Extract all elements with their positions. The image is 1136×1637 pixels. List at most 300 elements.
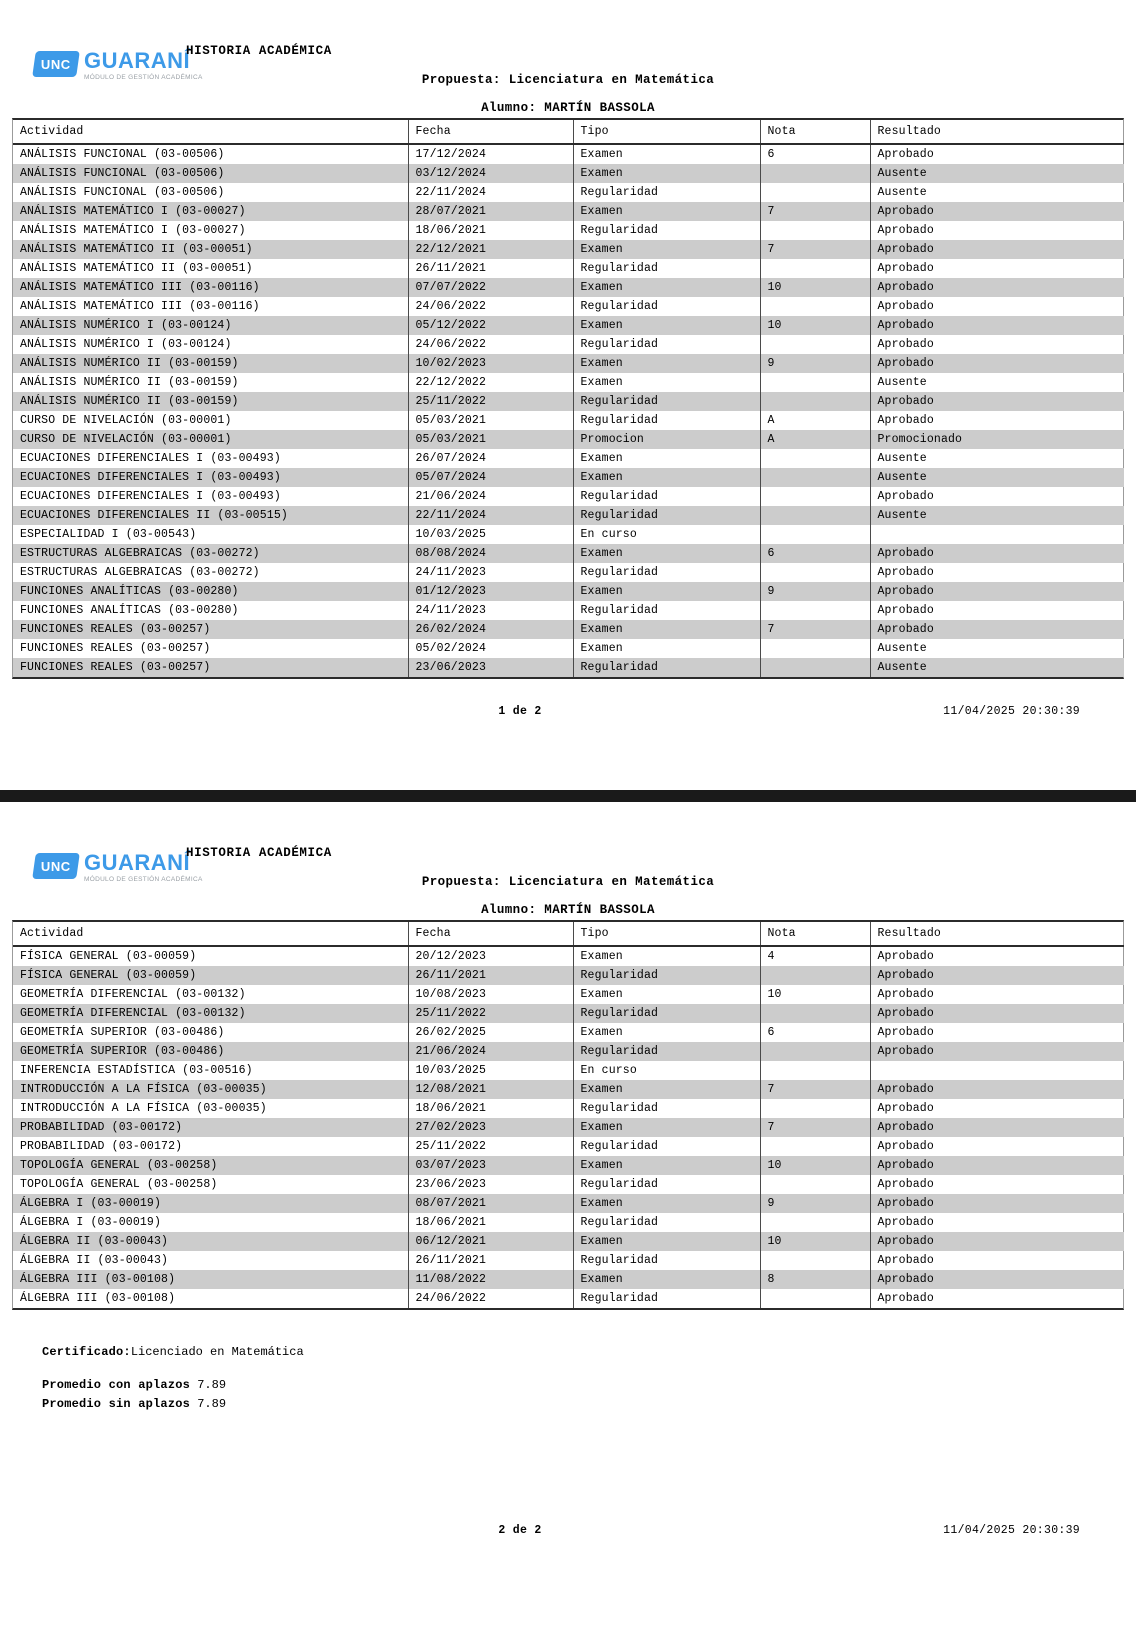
cell-resultado: Ausente <box>870 449 1124 468</box>
cell-fecha: 21/06/2024 <box>408 487 573 506</box>
cell-resultado: Aprobado <box>870 946 1124 966</box>
table-row <box>13 259 1124 278</box>
cell-nota <box>760 966 870 985</box>
cell-fecha: 17/12/2024 <box>408 144 573 164</box>
cell-actividad: CURSO DE NIVELACIÓN (03-00001) <box>20 414 232 427</box>
history-table-container-1 <box>12 118 1124 679</box>
page-number: 2 de 2 <box>498 1524 542 1537</box>
cell-resultado: Aprobado <box>870 487 1124 506</box>
cell-tipo: Regularidad <box>573 1042 760 1061</box>
table-row <box>13 411 1124 430</box>
table-row <box>13 563 1124 582</box>
cell-actividad: FUNCIONES REALES (03-00257) <box>13 658 408 677</box>
table-row <box>13 1213 1124 1232</box>
table-row <box>13 966 1124 985</box>
cell-tipo: Regularidad <box>573 221 760 240</box>
cell-actividad: CURSO DE NIVELACIÓN (03-00001) <box>13 430 408 449</box>
cell-nota <box>760 487 870 506</box>
cell-fecha: 25/11/2022 <box>408 1137 573 1156</box>
table-header-row <box>13 922 1124 946</box>
cell-fecha: 10/02/2023 <box>408 354 573 373</box>
cell-tipo: Regularidad <box>573 1099 760 1118</box>
cell-nota: A <box>760 411 870 430</box>
cell-fecha: 03/07/2023 <box>408 1156 573 1175</box>
cell-resultado: Aprobado <box>870 1099 1124 1118</box>
cell-fecha: 25/11/2022 <box>408 1004 573 1023</box>
cell-actividad: ÁLGEBRA I (03-00019) <box>20 1216 162 1229</box>
cell-fecha: 05/03/2021 <box>408 411 573 430</box>
cell-nota <box>760 506 870 525</box>
cell-tipo: Regularidad <box>573 392 760 411</box>
table-row <box>13 582 1124 601</box>
cell-fecha: 03/12/2024 <box>408 164 573 183</box>
cell-resultado: Aprobado <box>870 1137 1124 1156</box>
table-row <box>13 373 1124 392</box>
cell-nota: 9 <box>760 354 870 373</box>
cell-tipo: Regularidad <box>573 297 760 316</box>
cell-nota <box>760 1099 870 1118</box>
cell-resultado: Ausente <box>870 506 1124 525</box>
cell-fecha: 27/02/2023 <box>408 1118 573 1137</box>
cell-resultado: Aprobado <box>870 202 1124 221</box>
cell-nota <box>760 1061 870 1080</box>
cell-fecha: 21/06/2024 <box>408 1042 573 1061</box>
cell-tipo: Examen <box>573 1080 760 1099</box>
promedio-con-aplazos-row <box>42 1376 1136 1395</box>
cell-actividad: ÁLGEBRA II (03-00043) <box>20 1254 169 1267</box>
cell-fecha: 18/06/2021 <box>408 1213 573 1232</box>
table-row <box>13 946 1124 966</box>
table-row <box>13 164 1124 183</box>
cell-tipo: Examen <box>573 202 760 221</box>
history-table-container-2 <box>12 920 1124 1310</box>
cell-resultado: Aprobado <box>870 316 1124 335</box>
table-row <box>13 1061 1124 1080</box>
cell-actividad: PROBABILIDAD (03-00172) <box>20 1140 183 1153</box>
cell-resultado: Ausente <box>870 373 1124 392</box>
cell-tipo: Regularidad <box>573 601 760 620</box>
page-number: 1 de 2 <box>498 705 542 718</box>
cell-tipo: Regularidad <box>573 1175 760 1194</box>
guarani-subtitle: MÓDULO DE GESTIÓN ACADÉMICA <box>84 876 203 883</box>
table-row <box>13 1251 1124 1270</box>
cell-tipo: Examen <box>573 639 760 658</box>
cell-resultado: Ausente <box>870 164 1124 183</box>
column-header-nota: Nota <box>760 120 870 144</box>
cell-nota <box>760 525 870 544</box>
cell-resultado: Aprobado <box>870 1156 1124 1175</box>
table-row <box>13 1042 1124 1061</box>
cell-tipo: Examen <box>573 1118 760 1137</box>
cell-resultado: Aprobado <box>870 966 1124 985</box>
cell-actividad: TOPOLOGÍA GENERAL (03-00258) <box>20 1178 218 1191</box>
cell-tipo: Examen <box>573 544 760 563</box>
cell-tipo: Regularidad <box>573 183 760 202</box>
table-row <box>13 658 1124 677</box>
column-header-fecha: Fecha <box>408 120 573 144</box>
cell-nota <box>760 1042 870 1061</box>
document-page-1 <box>0 0 1136 790</box>
cell-resultado: Aprobado <box>870 144 1124 164</box>
cell-actividad: ESTRUCTURAS ALGEBRAICAS (03-00272) <box>20 566 260 579</box>
cell-fecha: 24/11/2023 <box>408 601 573 620</box>
propuesta-line: Propuesta: Licenciatura en Matemática <box>421 73 715 87</box>
cell-actividad: INFERENCIA ESTADÍSTICA (03-00516) <box>20 1064 253 1077</box>
cell-fecha: 22/11/2024 <box>408 183 573 202</box>
cell-fecha: 26/07/2024 <box>408 449 573 468</box>
cell-fecha: 24/06/2022 <box>408 1289 573 1308</box>
cell-fecha: 18/06/2021 <box>408 1099 573 1118</box>
cell-nota <box>760 658 870 677</box>
cell-nota <box>760 297 870 316</box>
table-row <box>13 183 1124 202</box>
table-row <box>13 601 1124 620</box>
cell-actividad: ANÁLISIS NUMÉRICO II (03-00159) <box>13 354 408 373</box>
guarani-wordmark: GUARANÍ <box>84 850 191 875</box>
cell-actividad: ESPECIALIDAD I (03-00543) <box>20 528 197 541</box>
cell-fecha: 08/08/2024 <box>408 544 573 563</box>
cell-nota: 9 <box>760 582 870 601</box>
cell-tipo: Examen <box>573 278 760 297</box>
table-row <box>13 144 1124 164</box>
cell-resultado: Aprobado <box>870 1004 1124 1023</box>
cell-actividad: ÁLGEBRA II (03-00043) <box>13 1232 408 1251</box>
cell-tipo: Examen <box>573 316 760 335</box>
cell-nota <box>760 1137 870 1156</box>
column-header-resultado: Resultado <box>870 922 1124 946</box>
cell-actividad: FÍSICA GENERAL (03-00059) <box>20 950 197 963</box>
cell-fecha: 05/03/2021 <box>408 430 573 449</box>
table-row <box>13 1137 1124 1156</box>
cell-fecha: 20/12/2023 <box>408 946 573 966</box>
cell-nota: 7 <box>760 1080 870 1099</box>
cell-tipo: Regularidad <box>573 563 760 582</box>
cell-actividad: ANÁLISIS MATEMÁTICO I (03-00027) <box>20 224 246 237</box>
cell-resultado: Aprobado <box>870 985 1124 1004</box>
promedio-sin-aplazos-label: Promedio sin aplazos <box>42 1397 191 1411</box>
cell-tipo: Examen <box>573 240 760 259</box>
cell-resultado: Aprobado <box>870 1270 1124 1289</box>
table-row <box>13 1099 1124 1118</box>
promedio-con-aplazos-value: 7.89 <box>197 1378 227 1392</box>
cell-nota <box>760 468 870 487</box>
table-row <box>13 335 1124 354</box>
cell-nota: 7 <box>760 620 870 639</box>
cell-fecha: 05/12/2022 <box>408 316 573 335</box>
cell-resultado: Aprobado <box>870 259 1124 278</box>
cell-fecha: 23/06/2023 <box>408 1175 573 1194</box>
table-row <box>13 240 1124 259</box>
cell-tipo: Examen <box>573 1156 760 1175</box>
page-break-separator <box>0 790 1136 802</box>
cell-actividad: ANÁLISIS FUNCIONAL (03-00506) <box>20 148 225 161</box>
cell-actividad: ANÁLISIS NUMÉRICO I (03-00124) <box>13 316 408 335</box>
cell-resultado: Ausente <box>870 639 1124 658</box>
cell-actividad: ECUACIONES DIFERENCIALES I (03-00493) <box>20 490 281 503</box>
cell-actividad: GEOMETRÍA DIFERENCIAL (03-00132) <box>13 1004 408 1023</box>
cell-resultado: Aprobado <box>870 563 1124 582</box>
cell-tipo: Examen <box>573 946 760 966</box>
page-footer-1 <box>0 705 1136 725</box>
page-header-2 <box>0 802 1136 920</box>
cell-resultado: Aprobado <box>870 1080 1124 1099</box>
cell-fecha: 10/03/2025 <box>408 525 573 544</box>
cell-nota <box>760 392 870 411</box>
cell-fecha: 24/06/2022 <box>408 335 573 354</box>
table-row <box>13 1175 1124 1194</box>
print-timestamp: 11/04/2025 20:30:39 <box>943 1524 1080 1537</box>
history-table-body-1 <box>13 144 1124 677</box>
cell-nota <box>760 259 870 278</box>
table-row <box>13 1023 1124 1042</box>
cell-nota <box>760 1175 870 1194</box>
cell-actividad: ANÁLISIS MATEMÁTICO III (03-00116) <box>13 278 408 297</box>
cell-tipo: Regularidad <box>573 1213 760 1232</box>
cell-tipo: Examen <box>573 582 760 601</box>
table-row <box>13 1156 1124 1175</box>
cell-fecha: 23/06/2023 <box>408 658 573 677</box>
cell-tipo: Examen <box>573 354 760 373</box>
cell-tipo: Regularidad <box>573 658 760 677</box>
cell-resultado: Aprobado <box>870 620 1124 639</box>
cell-tipo: Regularidad <box>573 411 760 430</box>
cell-resultado: Aprobado <box>870 1251 1124 1270</box>
cell-nota: 8 <box>760 1270 870 1289</box>
table-row <box>13 221 1124 240</box>
table-row <box>13 468 1124 487</box>
cell-resultado: Promocionado <box>870 430 1124 449</box>
cell-tipo: Examen <box>573 449 760 468</box>
cell-tipo: Regularidad <box>573 259 760 278</box>
cell-nota: 9 <box>760 1194 870 1213</box>
cell-resultado: Aprobado <box>870 1118 1124 1137</box>
cell-fecha: 24/11/2023 <box>408 563 573 582</box>
cell-fecha: 26/02/2025 <box>408 1023 573 1042</box>
table-row <box>13 202 1124 221</box>
table-row <box>13 297 1124 316</box>
summary-block <box>42 1343 1136 1414</box>
cell-nota: 6 <box>760 1023 870 1042</box>
cell-nota <box>760 1004 870 1023</box>
cell-actividad: FUNCIONES REALES (03-00257) <box>20 642 211 655</box>
print-timestamp: 11/04/2025 20:30:39 <box>943 705 1080 718</box>
cell-tipo: Regularidad <box>573 1004 760 1023</box>
cell-actividad: FUNCIONES ANALÍTICAS (03-00280) <box>20 604 239 617</box>
cell-actividad: FUNCIONES ANALÍTICAS (03-00280) <box>13 582 408 601</box>
cell-nota <box>760 1289 870 1308</box>
cell-nota <box>760 164 870 183</box>
table-row <box>13 316 1124 335</box>
cell-nota: 7 <box>760 1118 870 1137</box>
table-row <box>13 544 1124 563</box>
cell-nota <box>760 639 870 658</box>
table-row <box>13 1289 1124 1308</box>
cell-actividad: ÁLGEBRA III (03-00108) <box>20 1292 176 1305</box>
cell-actividad: ANÁLISIS MATEMÁTICO I (03-00027) <box>13 202 408 221</box>
certificado-label: Certificado: <box>42 1345 131 1359</box>
cell-resultado: Aprobado <box>870 582 1124 601</box>
table-header-row <box>13 120 1124 144</box>
cell-actividad: ANÁLISIS MATEMÁTICO II (03-00051) <box>13 240 408 259</box>
cell-fecha: 22/11/2024 <box>408 506 573 525</box>
cell-fecha: 26/11/2021 <box>408 966 573 985</box>
cell-fecha: 08/07/2021 <box>408 1194 573 1213</box>
guarani-wordmark: GUARANÍ <box>84 48 191 73</box>
cell-nota <box>760 601 870 620</box>
page-footer-2 <box>0 1524 1136 1544</box>
cell-resultado: Ausente <box>870 183 1124 202</box>
cell-tipo: Examen <box>573 1270 760 1289</box>
table-row <box>13 1080 1124 1099</box>
alumno-line: Alumno: MARTÍN BASSOLA <box>481 903 655 917</box>
cell-tipo: Examen <box>573 620 760 639</box>
cell-nota <box>760 373 870 392</box>
cell-nota: 6 <box>760 544 870 563</box>
cell-resultado: Aprobado <box>870 1175 1124 1194</box>
cell-resultado: Ausente <box>870 658 1124 677</box>
page-title: HISTORIA ACADÉMICA <box>186 44 332 58</box>
cell-tipo: Regularidad <box>573 335 760 354</box>
cell-actividad: ANÁLISIS NUMÉRICO II (03-00159) <box>13 392 408 411</box>
cell-fecha: 01/12/2023 <box>408 582 573 601</box>
table-row <box>13 639 1124 658</box>
table-row <box>13 392 1124 411</box>
table-row <box>13 1270 1124 1289</box>
cell-fecha: 26/11/2021 <box>408 1251 573 1270</box>
cell-resultado: Aprobado <box>870 601 1124 620</box>
cell-resultado: Aprobado <box>870 221 1124 240</box>
cell-actividad: FUNCIONES REALES (03-00257) <box>13 620 408 639</box>
cell-actividad: ECUACIONES DIFERENCIALES II (03-00515) <box>13 506 408 525</box>
cell-resultado: Aprobado <box>870 335 1124 354</box>
cell-tipo: Regularidad <box>573 487 760 506</box>
cell-actividad: ECUACIONES DIFERENCIALES I (03-00493) <box>13 468 408 487</box>
cell-resultado <box>870 1061 1124 1080</box>
cell-resultado: Ausente <box>870 468 1124 487</box>
cell-actividad: ANÁLISIS NUMÉRICO I (03-00124) <box>20 338 232 351</box>
cell-actividad: GEOMETRÍA SUPERIOR (03-00486) <box>13 1042 408 1061</box>
cell-resultado: Aprobado <box>870 354 1124 373</box>
column-header-resultado: Resultado <box>870 120 1124 144</box>
cell-actividad: INTRODUCCIÓN A LA FÍSICA (03-00035) <box>13 1080 408 1099</box>
cell-fecha: 12/08/2021 <box>408 1080 573 1099</box>
cell-nota: 10 <box>760 278 870 297</box>
cell-actividad: ESTRUCTURAS ALGEBRAICAS (03-00272) <box>13 544 408 563</box>
cell-tipo: Regularidad <box>573 506 760 525</box>
table-row <box>13 354 1124 373</box>
cell-tipo: Examen <box>573 373 760 392</box>
unc-badge-text: UNC <box>41 56 71 72</box>
cell-actividad: GEOMETRÍA SUPERIOR (03-00486) <box>20 1026 225 1039</box>
cell-nota <box>760 221 870 240</box>
cell-resultado: Aprobado <box>870 1023 1124 1042</box>
cell-fecha: 05/07/2024 <box>408 468 573 487</box>
table-row <box>13 449 1124 468</box>
cell-nota: 7 <box>760 202 870 221</box>
cell-resultado: Aprobado <box>870 1232 1124 1251</box>
table-row <box>13 1118 1124 1137</box>
cell-tipo: Examen <box>573 985 760 1004</box>
cell-resultado: Aprobado <box>870 297 1124 316</box>
history-table-2 <box>13 922 1124 1308</box>
table-row <box>13 506 1124 525</box>
cell-fecha: 22/12/2021 <box>408 240 573 259</box>
cell-actividad: FÍSICA GENERAL (03-00059) <box>13 966 408 985</box>
cell-nota: A <box>760 430 870 449</box>
alumno-line: Alumno: MARTÍN BASSOLA <box>481 101 655 115</box>
cell-fecha: 26/02/2024 <box>408 620 573 639</box>
cell-actividad: ÁLGEBRA I (03-00019) <box>13 1194 408 1213</box>
cell-tipo: Promocion <box>573 430 760 449</box>
cell-tipo: En curso <box>573 525 760 544</box>
page-header-1 <box>0 0 1136 118</box>
cell-nota <box>760 449 870 468</box>
cell-fecha: 06/12/2021 <box>408 1232 573 1251</box>
cell-actividad: ANÁLISIS NUMÉRICO II (03-00159) <box>20 376 239 389</box>
table-row <box>13 430 1124 449</box>
cell-resultado: Aprobado <box>870 1213 1124 1232</box>
cell-tipo: Regularidad <box>573 1289 760 1308</box>
cell-actividad: TOPOLOGÍA GENERAL (03-00258) <box>13 1156 408 1175</box>
table-row <box>13 1194 1124 1213</box>
history-table-1 <box>13 120 1124 677</box>
cell-actividad: PROBABILIDAD (03-00172) <box>13 1118 408 1137</box>
certificado-row <box>42 1343 1136 1362</box>
cell-resultado: Aprobado <box>870 392 1124 411</box>
document-page-2 <box>0 802 1136 1637</box>
cell-fecha: 11/08/2022 <box>408 1270 573 1289</box>
cell-nota <box>760 1251 870 1270</box>
cell-fecha: 10/08/2023 <box>408 985 573 1004</box>
cell-tipo: Regularidad <box>573 1251 760 1270</box>
cell-nota <box>760 335 870 354</box>
guarani-subtitle: MÓDULO DE GESTIÓN ACADÉMICA <box>84 74 203 81</box>
cell-fecha: 10/03/2025 <box>408 1061 573 1080</box>
cell-resultado: Aprobado <box>870 1042 1124 1061</box>
cell-actividad: ECUACIONES DIFERENCIALES I (03-00493) <box>20 452 281 465</box>
cell-resultado <box>870 525 1124 544</box>
cell-fecha: 28/07/2021 <box>408 202 573 221</box>
cell-nota <box>760 183 870 202</box>
cell-nota: 10 <box>760 985 870 1004</box>
cell-nota: 7 <box>760 240 870 259</box>
cell-actividad: ANÁLISIS FUNCIONAL (03-00506) <box>13 164 408 183</box>
cell-resultado: Aprobado <box>870 1194 1124 1213</box>
promedio-con-aplazos-label: Promedio con aplazos <box>42 1378 191 1392</box>
cell-tipo: Examen <box>573 1232 760 1251</box>
cell-actividad: ANÁLISIS MATEMÁTICO II (03-00051) <box>20 262 253 275</box>
column-header-fecha: Fecha <box>408 922 573 946</box>
cell-tipo: Examen <box>573 1194 760 1213</box>
cell-fecha: 24/06/2022 <box>408 297 573 316</box>
column-header-actividad: Actividad <box>13 120 408 144</box>
unc-badge-text: UNC <box>41 858 71 874</box>
cell-resultado: Aprobado <box>870 278 1124 297</box>
cell-actividad: GEOMETRÍA DIFERENCIAL (03-00132) <box>20 988 246 1001</box>
cell-fecha: 05/02/2024 <box>408 639 573 658</box>
column-header-tipo: Tipo <box>573 922 760 946</box>
history-table-body-2 <box>13 946 1124 1308</box>
cell-actividad: ÁLGEBRA III (03-00108) <box>13 1270 408 1289</box>
cell-tipo: Regularidad <box>573 1137 760 1156</box>
cell-fecha: 26/11/2021 <box>408 259 573 278</box>
cell-nota: 10 <box>760 1232 870 1251</box>
cell-tipo: Examen <box>573 1023 760 1042</box>
column-header-tipo: Tipo <box>573 120 760 144</box>
table-row <box>13 620 1124 639</box>
cell-nota: 10 <box>760 1156 870 1175</box>
propuesta-line: Propuesta: Licenciatura en Matemática <box>421 875 715 889</box>
